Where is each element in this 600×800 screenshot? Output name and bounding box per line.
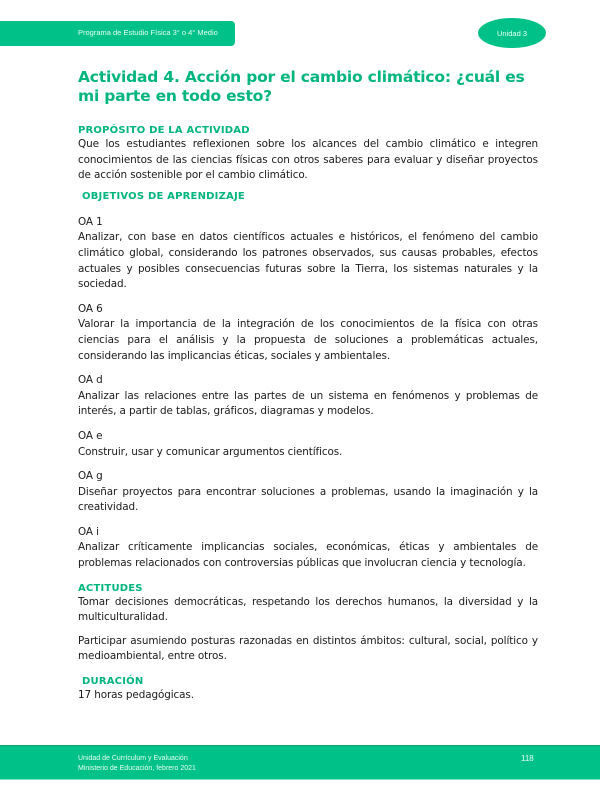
page-number: 118: [521, 754, 534, 763]
attitudes-heading: ACTITUDES: [78, 582, 143, 594]
oa-text: Valorar la importancia de la integración de los conocimientos de la física con otras ciencias para el análisis y la propuesta de soluciones a problemáticas actuales, considerando las implicancias éticas, sociales y ambientales.: [78, 318, 538, 362]
objective-item: [78, 373, 538, 420]
unit-badge: Unidad 3: [478, 18, 546, 48]
oa-text: Diseñar proyectos para encontrar soluciones a problemas, usando la imaginación y la creatividad.: [78, 485, 538, 514]
oa-text: Analizar críticamente implicancias sociales, económicas, éticas y ambientales de problemas relacionados con controversias públicas que involucran ciencia y tecnología.: [78, 541, 538, 570]
oa-code: OA i: [78, 525, 99, 538]
objective-item: [78, 302, 538, 364]
oa-code: OA d: [78, 374, 103, 387]
oa-code: OA g: [78, 470, 103, 483]
footer-credits: [78, 754, 196, 774]
purpose-heading: PROPÓSITO DE LA ACTIVIDAD: [78, 125, 250, 136]
oa-code: OA 6: [78, 302, 103, 315]
oa-code: OA 1: [78, 215, 103, 228]
oa-text: Analizar, con base en datos científicos actuales e históricos, el fenómeno del cambio climático global, considerando los patrones observados, sus causas probables, efectos actuales y posibles consecuencias futuras sobre la Tierra, los sistemas naturales y la sociedad.: [78, 231, 538, 291]
footer-line2: Ministerio de Educación, febrero 2021: [78, 765, 196, 772]
oa-code: OA e: [78, 429, 103, 442]
duration-heading: DURACIÓN: [82, 676, 144, 688]
page-title: Actividad 4. Acción por el cambio climático: ¿cuál es mi parte en todo esto?: [78, 68, 525, 105]
objectives-heading: OBJETIVOS DE APRENDIZAJE: [82, 190, 245, 202]
duration-text: 17 horas pedagógicas.: [78, 689, 194, 702]
footer-bar: [0, 745, 600, 780]
objective-item: [78, 429, 538, 460]
oa-text: Analizar las relaciones entre las partes de un sistema en fenómenos y problemas de interés, a partir de tablas, gráficos, diagramas y modelos.: [78, 389, 538, 418]
footer-line1: Unidad de Currículum y Evaluación: [78, 755, 188, 762]
oa-text: Construir, usar y comunicar argumentos científicos.: [78, 445, 343, 458]
page-content: [78, 68, 538, 704]
objective-item: [78, 469, 538, 516]
purpose-text: Que los estudiantes reflexionen sobre los alcances del cambio climático e integren conocimientos de las ciencias físicas con otros saberes para evaluar y diseñar proyectos de acción sostenible por el cambio climático.: [78, 138, 538, 182]
attitude-text: Participar asumiendo posturas razonadas en distintos ámbitos: cultural, social, político y medioambiental, entre otros.: [78, 634, 538, 663]
attitude-text: Tomar decisiones democráticas, respetando los derechos humanos, la diversidad y la multiculturalidad.: [78, 595, 538, 624]
objective-item: [78, 525, 538, 572]
header-program-bar: [0, 21, 235, 46]
objective-item: [78, 215, 538, 293]
program-title: Programa de Estudio Física 3° o 4° Medio: [78, 28, 218, 37]
